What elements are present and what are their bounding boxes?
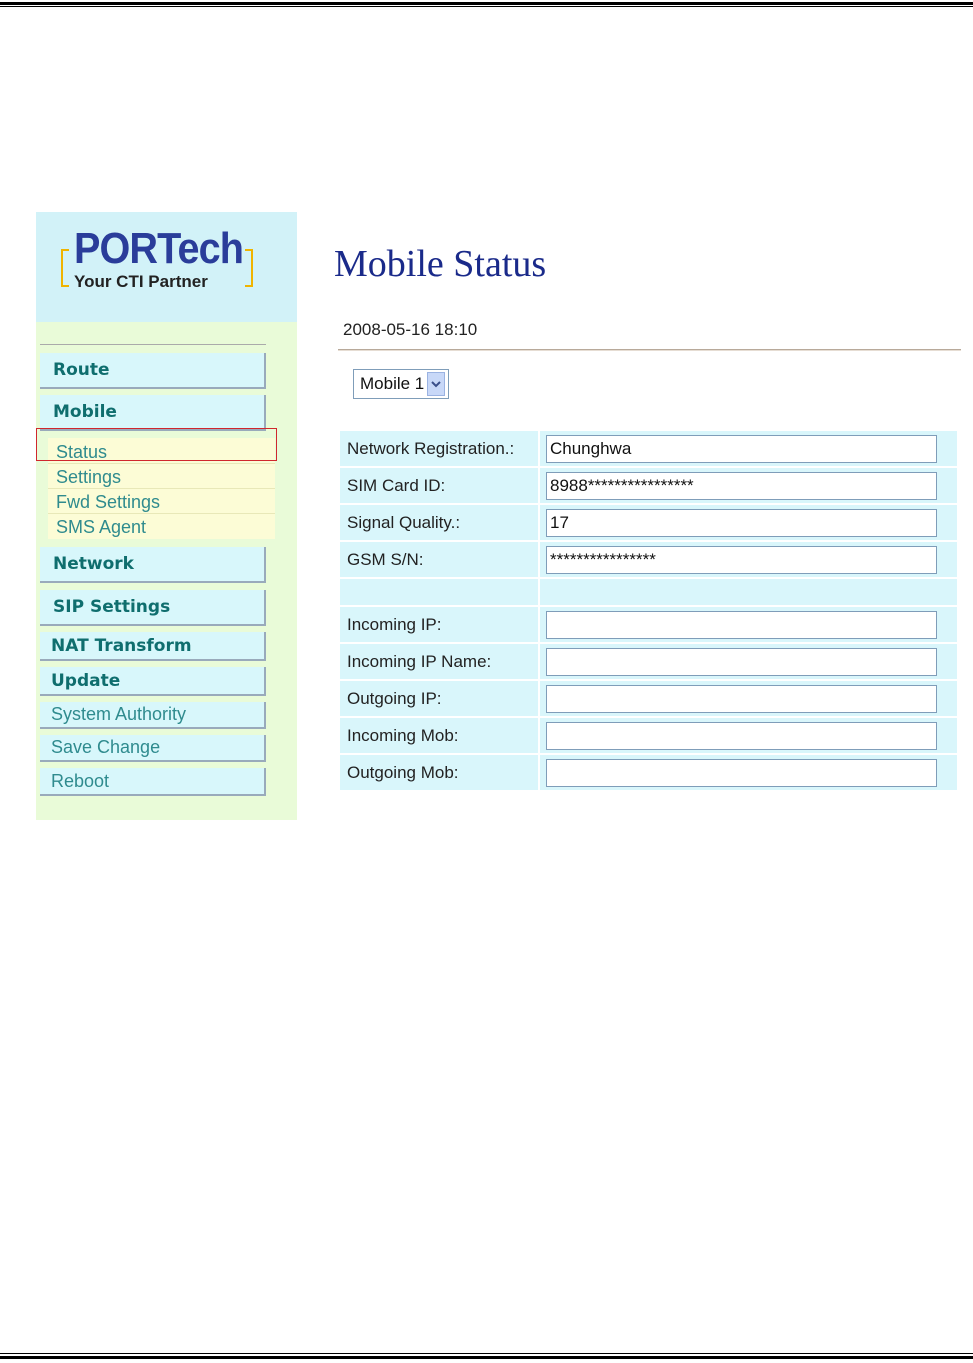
sim-card-id-field[interactable]: 8988****************: [546, 472, 937, 500]
field-label: Signal Quality.:: [340, 505, 538, 540]
table-spacer-row: [340, 579, 957, 605]
logo-wordmark: PORTech: [74, 224, 244, 273]
gsm-sn-field[interactable]: ****************: [546, 546, 937, 574]
submenu-item-fwd-settings[interactable]: Fwd Settings: [56, 492, 161, 512]
nav-divider: [40, 344, 266, 347]
incoming-ip-field[interactable]: [546, 611, 937, 639]
nav-update[interactable]: Update: [40, 667, 266, 696]
table-row: [340, 607, 957, 642]
submenu-item-status[interactable]: Status: [56, 442, 108, 462]
chevron-down-icon[interactable]: [427, 372, 445, 396]
table-row: [340, 431, 957, 466]
network-registration-field[interactable]: Chunghwa: [546, 435, 937, 463]
submenu-divider: [48, 513, 275, 514]
nav-nat-transform[interactable]: NAT Transform: [40, 632, 266, 661]
logo-bracket-right: [245, 249, 253, 287]
field-value-cell: [540, 607, 957, 642]
mobile-select[interactable]: [353, 369, 449, 399]
outgoing-mob-field[interactable]: [546, 759, 937, 787]
outgoing-ip-field[interactable]: [546, 685, 937, 713]
nav-sip-settings[interactable]: SIP Settings: [40, 590, 266, 626]
table-row: [340, 468, 957, 503]
logo-tagline: Your CTI Partner: [74, 272, 208, 291]
field-label: Incoming IP:: [340, 607, 538, 642]
page-title: Mobile Status: [334, 243, 547, 285]
field-value-cell: [540, 468, 957, 503]
nav-system-authority[interactable]: System Authority: [40, 702, 266, 729]
field-value-cell: [540, 542, 957, 577]
nav-network[interactable]: Network: [40, 547, 266, 583]
field-label: Incoming IP Name:: [340, 644, 538, 679]
nav-save-change[interactable]: Save Change: [40, 735, 266, 762]
field-value-cell: [540, 718, 957, 753]
title-divider: [338, 349, 961, 351]
table-row: [340, 644, 957, 679]
bottom-rule: [0, 1353, 973, 1359]
sidebar: [36, 212, 297, 820]
nav-mobile[interactable]: Mobile: [40, 395, 266, 431]
nav-reboot[interactable]: Reboot: [40, 768, 266, 796]
incoming-mob-field[interactable]: [546, 722, 937, 750]
logo: [36, 212, 297, 322]
field-label: Outgoing Mob:: [340, 755, 538, 790]
spacer-cell: [340, 579, 538, 605]
incoming-ip-name-field[interactable]: [546, 648, 937, 676]
field-value-cell: [540, 505, 957, 540]
field-label: Network Registration.:: [340, 431, 538, 466]
table-row: [340, 505, 957, 540]
timestamp: 2008-05-16 18:10: [343, 320, 478, 339]
submenu-item-settings[interactable]: Settings: [56, 467, 122, 487]
field-label: Outgoing IP:: [340, 681, 538, 716]
status-highlight-box: [36, 428, 277, 461]
spacer-cell: [540, 579, 957, 605]
field-label: SIM Card ID:: [340, 468, 538, 503]
main-panel: [297, 212, 973, 820]
submenu-divider: [48, 488, 275, 489]
mobile-select-value: Mobile 1: [360, 374, 425, 393]
field-value-cell: [540, 755, 957, 790]
submenu-item-sms-agent[interactable]: SMS Agent: [56, 517, 147, 537]
top-rule: [0, 2, 973, 7]
field-label: GSM S/N:: [340, 542, 538, 577]
field-value-cell: [540, 681, 957, 716]
table-row: [340, 718, 957, 753]
field-value-cell: [540, 644, 957, 679]
table-row: [340, 681, 957, 716]
field-label: Incoming Mob:: [340, 718, 538, 753]
nav-route[interactable]: Route: [40, 353, 266, 389]
logo-bracket-left: [61, 249, 69, 287]
field-value-cell: [540, 431, 957, 466]
table-row: [340, 755, 957, 790]
table-row: [340, 542, 957, 577]
signal-quality-field[interactable]: 17: [546, 509, 937, 537]
submenu-divider: [48, 463, 275, 464]
